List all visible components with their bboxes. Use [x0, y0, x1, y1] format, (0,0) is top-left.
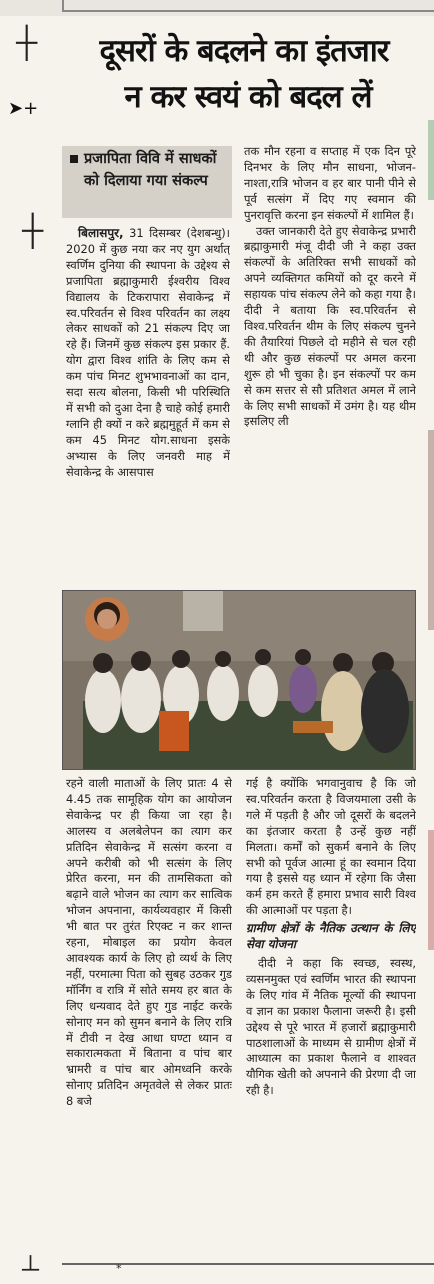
column-4-paragraph-1: गई है क्योंकि भगवानुवाच है कि जो स्व.परिवर्तन करता है विजयमाला उसी के गले में पड़ती है और जो दूसरों के बदलने का इंतजार करता है उन्हें कुछ नहीं मिलता। कर्मों को सुकर्म बनाने के लिए सभी को पूर्वज आत्मा हूं का स्वमान दिया गया है इससे यह ध्यान में रहेगा कि जैसा कर्म हम करते हैं हमारा प्रभाव सारी विश्व की आत्माओं पर पड़ता है।	[246, 776, 416, 918]
article-column-2	[244, 144, 416, 584]
headline-line-1: दूसरों के बदलने का इंतजार	[99, 33, 389, 69]
article-column-1	[66, 226, 230, 582]
column-2-paragraph-1: तक मौन रहना व सप्ताह में एक दिन पूरे दिनभर के लिए मौन साधना, भोजन-नाश्ता,रात्रि भोजन व हर बार पानी पीने से पूर्व सत्संग में दिए गए स्वमान की पुनरावृत्ति करना इन संकल्पों में शामिल हैं।	[244, 144, 416, 222]
adjacent-page-edge	[428, 830, 434, 950]
registration-mark-icon: ┴	[22, 1255, 40, 1283]
bullet-square-icon	[70, 155, 78, 163]
article-column-4	[246, 776, 416, 1260]
adjacent-page-edge	[428, 120, 434, 200]
adjacent-page-edge	[428, 430, 434, 630]
photo-illustration	[63, 591, 415, 769]
kicker-box	[62, 146, 232, 218]
group-of-meditators-photo	[62, 590, 416, 770]
registration-mark-icon: ┼	[16, 25, 38, 60]
column-2-paragraph-2: उक्त जानकारी देते हुए सेवाकेन्द्र प्रभारी ब्रह्माकुमारी मंजू दीदी जी ने कहा उक्त संकल्पों के अतिरिक्त सभी साधकों को अपने व्यक्तिगत कमियों को दूर करने में सहायक पांच संकल्प लेने को कहा गया है। दीदी ने बताया कि स्व.परिवर्तन से विश्व.परिवर्तन थीम के लिए संकल्प चुनने की तैयारियां पिछले दो महीने से चल रही थी और कुछ संकल्पों पर अमल करना शुरू हो भी चुका है। इन संकल्पों पर कम से कम सत्तर से सौ प्रतिशत अमल में लाने के लिए सभी साधकों में उमंग है। यह थीम इसलिए ली	[244, 223, 416, 429]
star-mark-icon: *	[116, 1262, 122, 1275]
column-1-text: 31 दिसम्बर (देशबन्धु)। 2020 में कुछ नया कर नए युग अर्थात् स्वर्णिम दुनिया की स्थापना के उद्देश्य से प्रजापिता ब्रह्माकुमारी ईश्वरीय विश्व विद्यालय के टिकरापारा सेवाकेन्द्र में स्व.परिवर्तन से विश्व परिवर्तन का लक्ष्य लेकर साधकों को 21 संकल्प दिए जा रहे हैं। जिनमें कुछ संकल्प इस प्रकार हैं. योग द्वारा विश्व शांति के लिए कम से कम पांच मिनट शुभभावनाओं का दान, सदा सत्य बोलना, किसी भी परिस्थिति में सभी को दुआ देना है चाहे कोई हमारी ग्लानि ही क्यों न करे ब्रह्ममुहूर्त में कम से कम 45 मिनट योग.साधना इसके अभ्यास के लिए जनवरी माह में सेवाकेन्द्र के आसपास	[66, 226, 230, 479]
headline	[58, 28, 430, 120]
dateline: बिलासपुर,	[78, 226, 124, 240]
column-4-paragraph-2: दीदी ने कहा कि स्वच्छ, स्वस्थ, व्यसनमुक्त एवं स्वर्णिम भारत की स्थापना के लिए गांव में नैतिक मूल्यों की स्थापना व ज्ञान का प्रकाश फैलाना जरूरी है। इसी उद्देश्य से पूरे भारत में हजारों ब्रह्माकुमारी पाठशालाओं के माध्यम से ग्रामीण क्षेत्रों में आध्यात्म का प्रकाश फैलाने व शाश्वत यौगिक खेती को अपनाने की प्रेरणा दी जा रही है।	[246, 955, 416, 1098]
column-3-text: रहने वाली माताओं के लिए प्रातः 4 से 4.45 तक सामूहिक योग का आयोजन सेवाकेन्द्र पर ही किया जा रहा है। आलस्य व अलबेलेपन का त्याग कर प्रतिदिन सेवाकेन्द्र में सत्संग करना व अपने करीबी को भी सत्संग के लिए प्रेरित करना, मन की तामसिकता को बढ़ाने वाले भोजन का त्याग कर सात्विक भोजन अपनाना, कार्यव्यवहार में किसी भी बात पर तुरंत रिएक्ट न कर शान्त रहना, मोबाइल का प्रयोग केवल आवश्यक कार्य के लिए हो व्यर्थ के लिए नहीं, परमात्मा पिता को सुबह उठकर गुड मॉर्निंग व रात्रि में सोते समय हर बात के लिए धन्यवाद देते हुए गुड नाईट करके सोनाए मन को सुमन बनाने के लिए रात्रि में टीवी न देख आधा घण्टा ध्यान व सकारात्मकता में बिताना व पांच बार भ्रामरी व पांच बार ओमध्वनि करके सोनाए प्रतिदिन अमृतवेले से लेकर प्रातः 8 बजे	[66, 776, 232, 1109]
headline-line-2: न कर स्वयं को बदल लें	[124, 79, 372, 115]
registration-mark-icon: ┼	[22, 213, 44, 248]
subheading: ग्रामीण क्षेत्रों के नैतिक उत्थान के लिए सेवा योजना	[246, 921, 416, 952]
arrow-mark-icon: ➤+	[8, 98, 39, 119]
article-column-3	[66, 776, 232, 1260]
page-border	[62, 0, 434, 12]
kicker-text: प्रजापिता विवि में साधकों को दिलाया गया संकल्प	[84, 150, 217, 189]
